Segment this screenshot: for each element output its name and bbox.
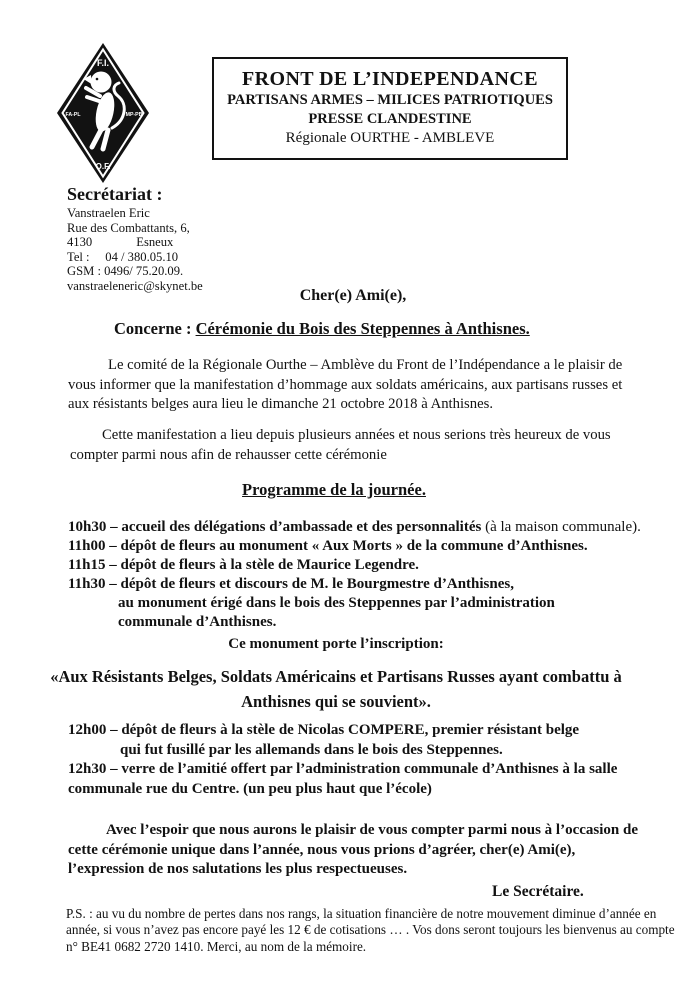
org-title: FRONT DE L’INDEPENDANCE — [242, 68, 538, 90]
fi-logo — [56, 42, 150, 184]
org-subtitle-1: PARTISANS ARMES – MILICES PATRIOTIQUES — [227, 92, 553, 108]
closing-paragraph: Avec l’espoir que nous aurons le plaisir de vous compter parmi nous à l’occasion de cette cérémonie unique dans l’année, nous vous prions d’agréer, cher(e) Ami(e), l’expression de nos salutations les plus respectueuses. — [68, 822, 638, 878]
schedule-item-10h30-normal: (à la maison communale). — [481, 519, 641, 535]
logo-mppb-text: MP-PB — [125, 112, 143, 118]
programme-schedule-noon — [68, 721, 652, 799]
fi-diamond-lion-icon — [56, 42, 150, 184]
postscript: P.S. : au vu du nombre de pertes dans nos rangs, la situation financière de notre mouvement diminue d’année en année, si vous n’avez pas encore payé les 12 € de cotisations … . Vos dons seront toujours les bienvenus au compte n° BE41 0682 2720 1410. Merci, au nom de la mémoire. — [66, 906, 675, 954]
secretariat-street: Rue des Combattants, 6, — [67, 220, 190, 235]
secretariat-name: Vanstraelen Eric — [67, 206, 150, 220]
body-paragraph-1: Le comité de la Régionale Ourthe – Amblève du Front de l’Indépendance a le plaisir de vous informer que la manifestation d’hommage aux soldats américains, aux partisans russes et aux résistants belges aura lieu le dimanche 21 octobre 2018 à Anthisnes. — [68, 357, 623, 413]
logo-of-text: O.F. — [95, 162, 111, 171]
signature: Le Secrétaire. — [492, 883, 584, 900]
logo-fapl-text: FA-PL — [65, 112, 81, 118]
salutation: Cher(e) Ami(e), — [299, 287, 407, 304]
schedule-item-12h00-cont: qui fut fusillé par les allemands dans le bois des Steppennes. — [120, 741, 503, 758]
schedule-item-11h30: 11h30 – dépôt de fleurs et discours de M. le Bourgmestre d’Anthisnes, — [68, 576, 514, 592]
body-paragraph-2: Cette manifestation a lieu depuis plusieurs années et nous serions très heureux de vous compter parmi nous afin de rehausser cette cérémonie — [70, 427, 611, 463]
subject-line — [114, 319, 530, 339]
programme-heading-text: Programme de la journée. — [242, 480, 426, 499]
org-subtitle-2: PRESSE CLANDESTINE — [308, 111, 472, 127]
schedule-item-11h00: 11h00 – dépôt de fleurs au monument « Aux Morts » de la commune d’Anthisnes. — [68, 538, 588, 554]
secretariat-tel: Tel : 04 / 380.05.10 — [67, 249, 179, 264]
schedule-item-10h30 — [68, 518, 668, 537]
schedule-item-12h30: 12h30 – verre de l’amitié offert par l’administration communale d’Anthisnes à la salle — [68, 761, 618, 778]
schedule-item-12h00: 12h00 – dépôt de fleurs à la stèle de Nicolas COMPERE, premier résistant belge — [68, 722, 580, 738]
schedule-item-11h15: 11h15 – dépôt de fleurs à la stèle de Maurice Legendre. — [68, 557, 419, 573]
programme-heading — [0, 480, 668, 500]
secretariat-block — [67, 183, 307, 294]
schedule-item-11h30-cont-2: communale d’Anthisnes. — [118, 614, 277, 630]
secretariat-email: vanstraeleneric@skynet.be — [67, 278, 203, 293]
secretariat-title: Secrétariat : — [67, 184, 163, 204]
org-region: Régionale OURTHE - AMBLEVE — [285, 130, 495, 146]
schedule-item-11h30-cont-1: au monument érigé dans le bois des Steppennes par l’administration — [118, 595, 555, 611]
programme-schedule-morning — [68, 518, 668, 632]
schedule-item-10h30-bold: 10h30 – accueil des délégations d’ambassade et des personnalités — [68, 519, 482, 535]
monument-inscription: «Aux Résistants Belges, Soldats Américains et Partisans Russes ayant combattu à Anthisnes qui se souvient». — [50, 667, 622, 711]
inscription-intro: Ce monument porte l’inscription: — [228, 636, 444, 652]
schedule-item-12h30-cont: communale rue du Centre. (un peu plus haut que l’école) — [68, 780, 432, 797]
secretariat-gsm: GSM : 0496/ 75.20.09. — [67, 264, 184, 279]
subject-text: Cérémonie du Bois des Steppennes à Anthisnes. — [195, 319, 530, 338]
logo-fi-text: F.I. — [96, 58, 110, 68]
subject-label: Concerne : — [114, 319, 196, 338]
letterhead-box — [212, 57, 568, 160]
secretariat-city: 4130 Esneux — [67, 235, 174, 250]
